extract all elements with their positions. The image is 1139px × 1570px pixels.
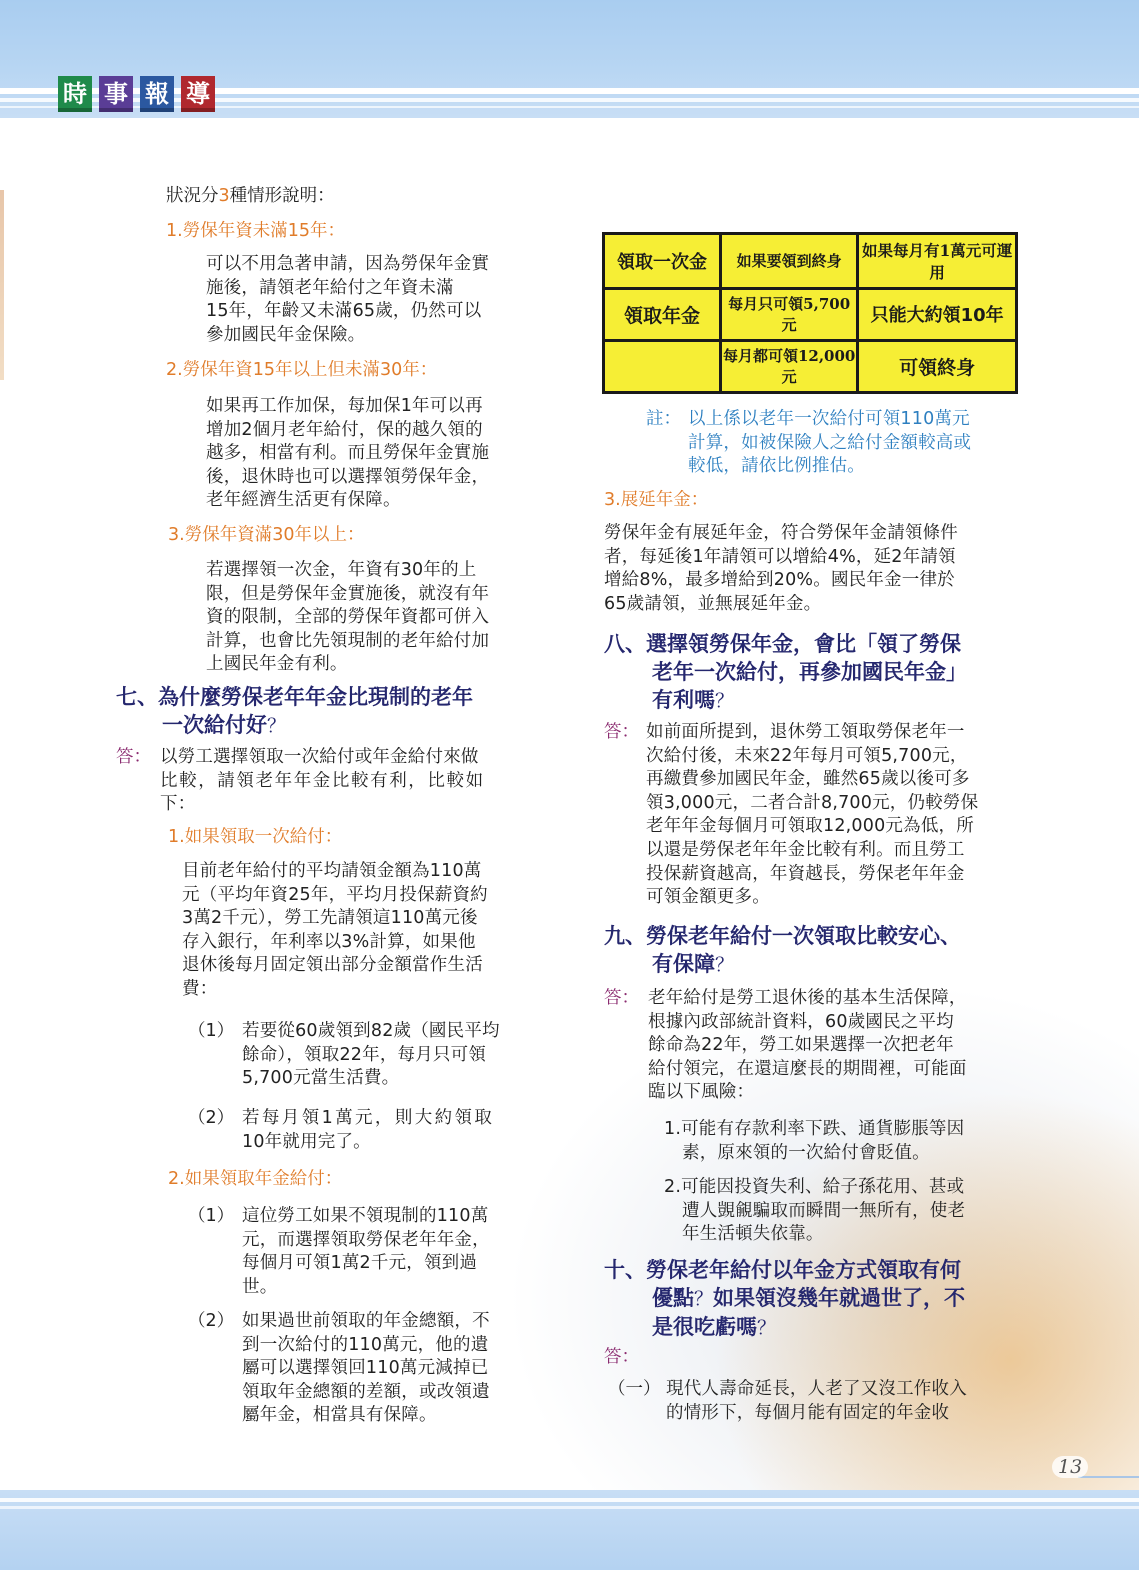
left-edge-decoration xyxy=(0,190,4,380)
page-number: 13 xyxy=(1052,1456,1088,1478)
table-cell: 可領終身 xyxy=(858,340,1017,392)
table-cell: 如果要領到終身 xyxy=(721,234,858,289)
risk-item-2: 2.可能因投資失利、給子孫花用、甚或 遭人覬覦騙取而瞬間一無所有，使老 年生活頓失依靠。 xyxy=(664,1177,966,1245)
sub1-item1-body: 若要從60歲領到82歲（國民平均 餘命），領取22年，每月只可領 5,700元當生活費。 xyxy=(242,1021,500,1089)
sub2-item1-body: 這位勞工如果不領現制的110萬 元，而選擇領取勞保老年年金， 每個月可領1萬2千元，領到過 世。 xyxy=(242,1206,490,1297)
sec3-body: 勞保年金有展延年金，符合勞保年金請領條件 者，每延後1年請領可以增給4%，延2年請領 增給8%，最多增給到20%。國民年金一律於 65歲請領，並無展延年金。 xyxy=(604,523,958,614)
sub2-item2-body: 如果過世前領取的年金總額，不 到一次給付的110萬元，他的遺 屬可以選擇領回110萬元減掉已 領取年金總額的差額，或改領遺 屬年金，相當具有保障。 xyxy=(242,1311,490,1426)
answer-8-label: 答： xyxy=(604,722,639,742)
sub1-item2-body: 若每月領1萬元，則大約領取 10年就用完了。 xyxy=(242,1108,495,1152)
question-9: 九、勞保老年給付一次領取比較安心、 有保障？ xyxy=(604,924,961,976)
answer-10-body: 現代人壽命延長，人老了又沒工作收入 的情形下，每個月能有固定的年金收 xyxy=(666,1379,967,1423)
question-7: 七、為什麼勞保老年年金比現制的老年 一次給付好？ xyxy=(116,685,473,737)
sub2-item2-number: （2） xyxy=(188,1311,235,1331)
sub1-item2-number: （2） xyxy=(188,1108,235,1128)
risk-item-1: 1.可能有存款利率下跌、通貨膨脹等因 素，原來領的一次給付會貶值。 xyxy=(664,1119,965,1163)
section-header xyxy=(58,76,215,112)
comparison-table xyxy=(602,232,1018,394)
header-tag: 時 xyxy=(58,76,92,112)
answer-9-body: 老年給付是勞工退休後的基本生活保障， 根據內政部統計資料，60歲國民之平均 餘命為22年，勞工如果選擇一次把老年 給付領完，在還這麼長的期間裡，可能面 臨以下風險： xyxy=(648,988,967,1103)
answer-7-label: 答： xyxy=(116,747,151,767)
table-cell: 只能大約領10年 xyxy=(858,288,1017,340)
question-8: 八、選擇領勞保年金，會比「領了勞保 老年一次給付，再參加國民年金」 有利嗎？ xyxy=(604,632,967,712)
table-row xyxy=(604,340,1017,392)
sub2-item1-number: （1） xyxy=(188,1206,235,1226)
page-number-rule xyxy=(1078,1476,1139,1478)
header-tag: 報 xyxy=(140,76,174,112)
table-cell: 每月都可領12,000元 xyxy=(721,340,858,392)
table-cell: 領取年金 xyxy=(604,288,721,340)
case3-title: 3.勞保年資滿30年以上： xyxy=(168,525,365,545)
sub1-title: 1.如果領取一次給付： xyxy=(168,827,343,847)
table-cell xyxy=(604,340,721,392)
answer-10-label: 答： xyxy=(604,1347,639,1367)
answer-10-number: （一） xyxy=(608,1379,661,1399)
case3-body: 若選擇領一次金，年資有30年的上 限，但是勞保年金實施後，就沒有年 資的限制，全部的勞保年資都可併入 計算，也會比先領現制的老年給付加 上國民年金有利。 xyxy=(206,560,490,675)
table-row xyxy=(604,288,1017,340)
answer-7-body: 以勞工選擇領取一次給付或年金給付來做 比較，請領老年年金比較有利，比較如 下： xyxy=(160,747,485,815)
table-row xyxy=(604,234,1017,289)
answer-8-body: 如前面所提到，退休勞工領取勞保老年一 次給付後，未來22年每月可領5,700元， 再繳費參加國民年金，雖然65歲以後可多 領3,000元，二者合計8,700元，仍較勞保 老年年金每個月可領取12,000元為低，所 以還是勞保老年年金比較有利。而且勞工 投保薪資越高，年資越長，勞保老年年金 可領金額更多。 xyxy=(646,722,979,908)
case1-body: 可以不用急著申請，因為勞保年金實 施後，請領老年給付之年資未滿 15年，年齡又未滿65歲，仍然可以 參加國民年金保險。 xyxy=(206,254,490,345)
sec3-title: 3.展延年金： xyxy=(604,490,709,510)
table-cell: 領取一次金 xyxy=(604,234,721,289)
case2-body: 如果再工作加保，每加保1年可以再 增加2個月老年給付，保的越久領的 越多，相當有利。而且勞保年金實施 後，退休時也可以選擇領勞保年金， 老年經濟生活更有保障。 xyxy=(206,396,490,511)
header-tag: 導 xyxy=(181,76,215,112)
question-10: 十、勞保老年給付以年金方式領取有何 優點？如果領沒幾年就過世了，不 是很吃虧嗎？ xyxy=(604,1258,966,1339)
sub1-item1-number: （1） xyxy=(188,1021,235,1041)
case2-title: 2.勞保年資15年以上但未滿30年： xyxy=(166,360,438,380)
case1-title: 1.勞保年資未滿15年： xyxy=(166,221,345,241)
sub2-title: 2.如果領取年金給付： xyxy=(168,1169,343,1189)
footer-band xyxy=(0,1490,1139,1570)
header-tag: 事 xyxy=(99,76,133,112)
intro-text: 狀況分3種情形說明： xyxy=(166,186,335,206)
answer-9-label: 答： xyxy=(604,988,639,1008)
note-label: 註： xyxy=(646,409,681,429)
table-cell: 每月只可領5,700元 xyxy=(721,288,858,340)
sub1-body: 目前老年給付的平均請領金額為110萬 元（平均年資25年，平均月投保薪資約 3萬2千元），勞工先請領這110萬元後 存入銀行，年利率以3%計算，如果他 退休後每月固定領出部分金額當作生活 費： xyxy=(182,861,488,999)
table-cell: 如果每月有1萬元可運用 xyxy=(858,234,1017,289)
note-body: 以上係以老年一次給付可領110萬元 計算，如被保險人之給付金額較高或 較低，請依比例推估。 xyxy=(688,409,972,477)
